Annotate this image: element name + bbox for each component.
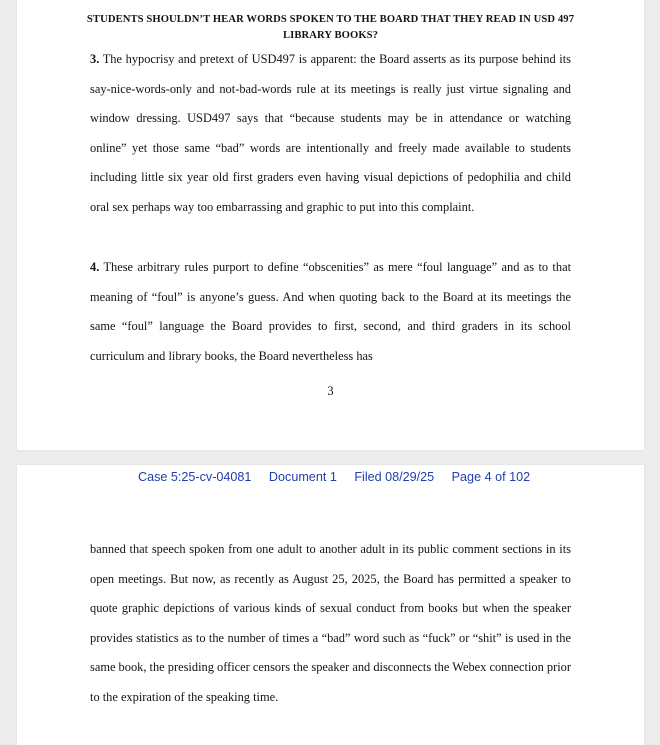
document-page-3 — [17, 0, 644, 450]
paragraph-text: The hypocrisy and pretext of USD497 is apparent: the Board asserts as its purpose behind its say-nice-words-only and not-bad-words rule at its meetings is really just virtue signaling and window dressing. USD497 says that “because students may be in attendance or watching online” yet those same “bad” words are intentionally and freely made available to students including little six year old first graders even having visual depictions of pedophilia and child oral sex perhaps way too embarrassing and graphic to put into this complaint. — [90, 52, 571, 214]
paragraph-number: 3. — [90, 52, 100, 66]
case-number: Case 5:25-cv-04081 — [138, 470, 252, 484]
document-number: Document 1 — [268, 470, 337, 484]
section-heading: STUDENTS SHOULDN’T HEAR WORDS SPOKEN TO THE BOARD THAT THEY READ IN USD 497 LIBRARY BOOKS? — [86, 14, 575, 41]
paragraph-4 — [90, 253, 571, 371]
paragraph-3 — [90, 45, 571, 223]
case-header — [138, 470, 544, 484]
paragraph-continued: banned that speech spoken from one adult to another adult in its public comment sections in its open meetings. But now, as recently as August 25, 2025, the Board has permitted a speaker to quote graphic depictions of various kinds of sexual conduct from books but when the speaker provides statistics as to the number of times a “bad” word such as “fuck” or “shit” is used in the same book, the presiding officer censors the speaker and disconnects the Webex connection prior to the expiration of the speaking time. — [90, 542, 571, 704]
document-page-4 — [17, 465, 644, 745]
filed-date: Filed 08/29/25 — [354, 470, 435, 484]
page-number: 3 — [327, 384, 334, 398]
paragraph-text: These arbitrary rules purport to define “obscenities” as mere “foul language” and as to that meaning of “foul” is anyone’s guess. And when quoting back to the Board at its meetings the same “foul” language the Board provides to first, second, and third graders in its school curriculum and library books, the Board nevertheless has — [90, 260, 572, 363]
paragraph-number: 4. — [90, 260, 100, 274]
page-count: Page 4 of 102 — [451, 470, 531, 484]
